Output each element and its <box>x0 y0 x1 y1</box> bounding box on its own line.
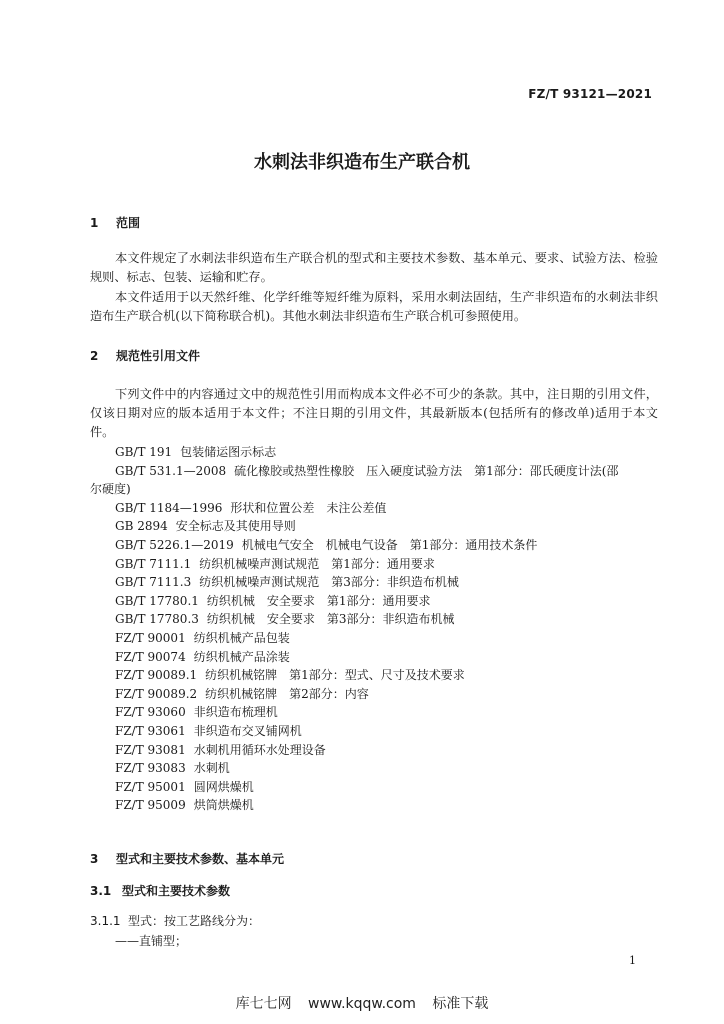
reference-title: 非织造布梳理机 <box>193 705 278 720</box>
section-title: 型式：按工艺路线分为： <box>128 914 261 928</box>
section-3-heading <box>90 850 284 867</box>
section-1-heading <box>90 214 140 231</box>
reference-code: GB/T 17780.1 <box>115 593 199 608</box>
reference-title: 纺织机械产品涂装 <box>193 649 290 664</box>
reference-item <box>90 517 660 536</box>
reference-title: 机械电气安全 机械电气设备 第1部分：通用技术条件 <box>241 537 538 552</box>
reference-code: GB/T 17780.3 <box>115 612 199 627</box>
reference-title: 纺织机械 安全要求 第1部分：通用要求 <box>206 593 431 608</box>
reference-item <box>90 796 660 815</box>
reference-title: 安全标志及其使用导则 <box>175 519 296 534</box>
section-number: 1 <box>90 216 99 230</box>
reference-title: 纺织机械噪声测试规范 第1部分：通用要求 <box>199 556 435 571</box>
reference-code: GB/T 7111.3 <box>115 575 192 590</box>
footer-url-link[interactable]: www.kqqw.com <box>308 996 416 1012</box>
footer-site-name: 库七七网 <box>235 996 292 1012</box>
scope-paragraph-2: 本文件适用于以天然纤维、化学纤维等短纤维为原料，采用水刺法固结，生产非织造布的水刺法非织造布生产联合机(以下简称联合机)。其他水刺法非织造布生产联合机可参照使用。 <box>90 290 658 323</box>
reference-title: 纺织机械噪声测试规范 第3部分：非织造布机械 <box>199 575 459 590</box>
reference-code: FZ/T 93061 <box>115 723 186 738</box>
reference-item <box>90 666 660 685</box>
section-number: 3 <box>90 852 99 866</box>
scope-paragraph-1: 本文件规定了水刺法非织造布生产联合机的型式和主要技术参数、基本单元、要求、试验方法、检验规则、标志、包装、运输和贮存。 <box>90 251 658 284</box>
reference-code: GB/T 7111.1 <box>115 556 192 571</box>
reference-item <box>90 759 660 778</box>
reference-title: 水刺机 <box>193 761 230 776</box>
reference-item <box>90 722 660 741</box>
normative-references-intro: 下列文件中的内容通过文中的规范性引用而构成本文件必不可少的条款。其中，注日期的引用文件，仅该日期对应的版本适用于本文件；不注日期的引用文件，其最新版本(包括所有的修改单)适用于本文件。 <box>90 387 658 439</box>
reference-code: FZ/T 90001 <box>115 630 186 645</box>
footer-tag: 标准下载 <box>432 996 489 1012</box>
reference-item <box>90 741 660 760</box>
reference-title: 纺织机械产品包装 <box>193 630 290 645</box>
reference-code: FZ/T 93083 <box>115 761 186 776</box>
reference-code: FZ/T 95001 <box>115 779 186 794</box>
reference-title: 纺织机械 安全要求 第3部分：非织造布机械 <box>206 612 455 627</box>
section-title: 型式和主要技术参数 <box>122 884 231 898</box>
reference-item <box>90 648 660 667</box>
reference-code: GB/T 5226.1—2019 <box>115 537 234 552</box>
reference-code: FZ/T 93060 <box>115 705 186 720</box>
reference-code: FZ/T 90074 <box>115 649 186 664</box>
reference-code: GB/T 531.1—2008 <box>115 463 227 478</box>
section-title: 范围 <box>116 216 141 230</box>
reference-code: FZ/T 95009 <box>115 798 186 813</box>
reference-item <box>90 610 660 629</box>
reference-title: 圆网烘燥机 <box>193 779 254 794</box>
reference-item <box>90 536 660 555</box>
section-3-1-1-heading <box>90 912 260 929</box>
section-title: 规范性引用文件 <box>116 349 201 363</box>
reference-list <box>90 443 660 815</box>
reference-title: 包装储运图示标志 <box>180 445 277 459</box>
reference-title: 水刺机用循环水处理设备 <box>193 742 326 757</box>
list-item-direct-laying: ——直铺型； <box>115 934 188 948</box>
reference-item <box>90 499 660 518</box>
reference-title: 纺织机械铭牌 第2部分：内容 <box>205 686 369 701</box>
reference-title: 硫化橡胶或热塑性橡胶 压入硬度试验方法 第1部分：邵氏硬度计法(邵 <box>234 463 619 478</box>
reference-title: 烘筒烘燥机 <box>193 798 254 813</box>
reference-item <box>90 778 660 797</box>
reference-title: 纺织机械铭牌 第1部分：型式、尺寸及技术要求 <box>205 668 465 683</box>
reference-title: 非织造布交叉铺网机 <box>193 723 302 738</box>
reference-code: GB/T 191 <box>115 445 173 459</box>
section-title: 型式和主要技术参数、基本单元 <box>116 852 285 866</box>
reference-item <box>90 592 660 611</box>
standard-code: FZ/T 93121—2021 <box>528 87 652 101</box>
page-number: 1 <box>629 954 636 967</box>
reference-item <box>90 685 660 704</box>
reference-title: 形状和位置公差 未注公差值 <box>230 500 387 515</box>
reference-code: FZ/T 90089.2 <box>115 686 198 701</box>
reference-item <box>90 573 660 592</box>
reference-code: GB/T 1184—1996 <box>115 500 223 515</box>
reference-code: FZ/T 93081 <box>115 742 186 757</box>
reference-title-continued: 尔硬度) <box>90 482 131 497</box>
reference-item <box>90 462 660 499</box>
section-3-1-heading <box>90 882 230 899</box>
reference-item <box>90 629 660 648</box>
section-2-heading <box>90 347 200 364</box>
section-number: 2 <box>90 349 99 363</box>
reference-code: FZ/T 90089.1 <box>115 668 198 683</box>
footer-watermark <box>0 993 724 1013</box>
reference-code: GB 2894 <box>115 519 168 534</box>
section-number: 3.1 <box>90 884 112 898</box>
reference-item <box>90 703 660 722</box>
document-title: 水刺法非织造布生产联合机 <box>254 152 470 173</box>
section-number: 3.1.1 <box>90 914 121 928</box>
reference-item <box>90 555 660 574</box>
reference-item <box>90 443 660 462</box>
